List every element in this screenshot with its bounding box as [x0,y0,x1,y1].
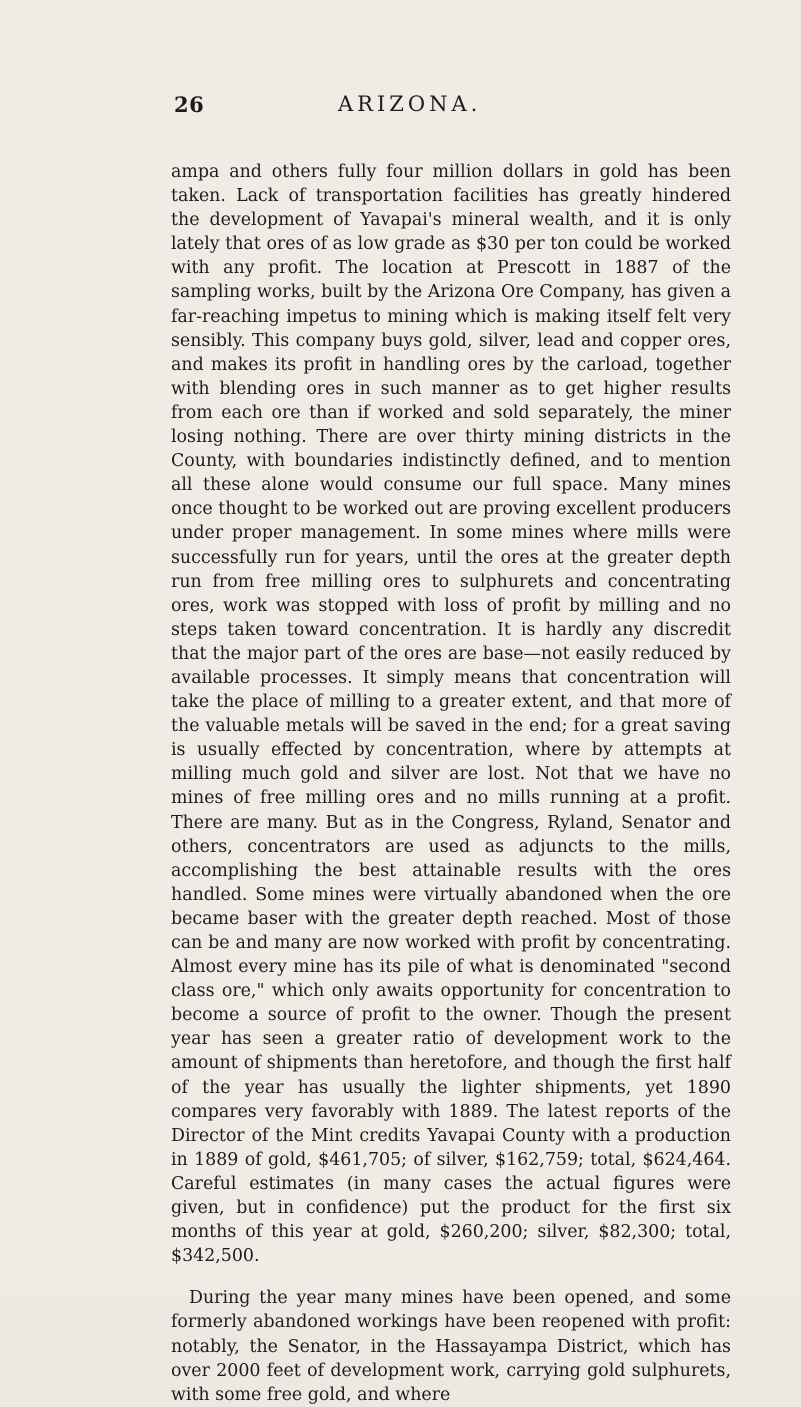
body-text [171,160,731,1407]
page-number: 26 [174,92,205,117]
page-header [0,92,801,132]
paragraph-1: ampa and others fully four million dollars in gold has been taken. Lack of transportation facilities has greatly hindered the development of Yavapai's mineral wealth, and it is only lately that ores of as low grade as $30 per ton could be worked with any profit. The location at Prescott in 1887 of the sampling works, built by the Arizona Ore Company, has given a far-reaching impetus to mining which is making itself felt very sensibly. This company buys gold, silver, lead and copper ores, and makes its profit in handling ores by the carload, together with blending ores in such manner as to get higher results from each ore than if worked and sold separately, the miner losing nothing. There are over thirty mining districts in the County, with boundaries indistinctly defined, and to mention all these alone would consume our full space. Many mines once thought to be worked out are proving excellent producers under proper management. In some mines where mills were successfully run for years, until the ores at the greater depth run from free milling ores to sulphurets and concentrating ores, work was stopped with loss of profit by milling and no steps taken toward concentration. It is hardly any discredit that the major part of the ores are base—not easily reduced by available processes. It simply means that concentration will take the place of milling to a greater extent, and that more of the valuable metals will be saved in the end; for a great saving is usually effected by concentration, where by attempts at milling much gold and silver are lost. Not that we have no mines of free milling ores and no mills running at a profit. There are many. But as in the Congress, Ryland, Senator and others, concentrators are used as adjuncts to the mills, accomplishing the best attainable results with the ores handled. Some mines were virtually abandoned when the ore became baser with the greater depth reached. Most of those can be and many are now worked with profit by concentrating. Almost every mine has its pile of what is denominated "second class ore," which only awaits opportunity for concentration to become a source of profit to the owner. Though the present year has seen a greater ratio of development work to the amount of shipments than heretofore, and though the first half of the year has usually the lighter shipments, yet 1890 compares very favorably with 1889. The latest reports of the Director of the Mint credits Yavapai County with a production in 1889 of gold, $461,705; of silver, $162,759; total, $624,464. Careful estimates (in many cases the actual figures were given, but in confidence) put the product for the first six months of this year at gold, $260,200; silver, $82,300; total, $342,500. [171,162,731,1267]
paragraph-2: During the year many mines have been opened, and some formerly abandoned workings have been reopened with profit: notably, the Senator, in the Hassayampa District, which has over 2000 feet of development work, carrying gold sulphurets, with some free gold, and where [171,1288,731,1405]
running-title: ARIZONA. [338,92,482,116]
